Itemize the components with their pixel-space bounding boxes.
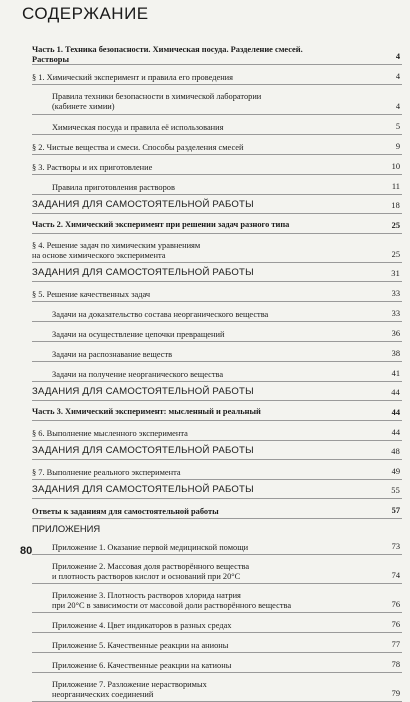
toc-entry — [32, 441, 402, 460]
toc-page-number: 41 — [391, 369, 400, 378]
toc-entry-text: ПРИЛОЖЕНИЯ — [32, 523, 101, 534]
toc-entry-text: § 5. Решение качественных задач — [32, 290, 151, 299]
toc-entry — [32, 382, 402, 401]
toc-entry-text: Задачи на получение неорганического вещества — [52, 370, 224, 379]
toc-page-number: 44 — [391, 408, 400, 417]
toc-entry-text: § 7. Выполнение реального эксперимента — [32, 468, 181, 477]
toc-entry — [32, 460, 402, 480]
toc-entry-text: § 2. Чистые вещества и смеси. Способы разделения смесей — [32, 143, 244, 152]
toc-entry-text: Часть 3. Химический эксперимент: мысленный и реальный — [32, 407, 261, 416]
toc-entry-text: § 1. Химический эксперимент и правила его проведения — [32, 73, 234, 82]
toc-entry-text: Приложение 4. Цвет индикаторов в разных средах — [52, 621, 232, 630]
toc-entry-text: Задачи на распознавание веществ — [52, 350, 173, 359]
toc-page-number: 44 — [391, 428, 400, 437]
toc-page-number: 44 — [391, 388, 400, 397]
toc-entry-text: ЗАДАНИЯ ДЛЯ САМОСТОЯТЕЛЬНОЙ РАБОТЫ — [32, 267, 254, 278]
toc-entry-text: Часть 2. Химический эксперимент при решении задач разного типа — [32, 220, 290, 229]
toc-page-number: 25 — [391, 250, 400, 259]
toc-entry — [32, 555, 402, 584]
toc-page-number: 33 — [391, 309, 400, 318]
toc-entry-text: ЗАДАНИЯ ДЛЯ САМОСТОЯТЕЛЬНОЙ РАБОТЫ — [32, 386, 254, 397]
toc-entry-text: ЗАДАНИЯ ДЛЯ САМОСТОЯТЕЛЬНОЙ РАБОТЫ — [32, 484, 254, 495]
toc-page-number: 55 — [391, 486, 400, 495]
toc-entry-text: на основе химического эксперимента — [32, 251, 166, 260]
toc-entry — [32, 322, 402, 342]
toc-page-number: 38 — [391, 349, 400, 358]
toc-entry — [32, 195, 402, 214]
toc-entry — [32, 362, 402, 382]
table-of-contents — [32, 45, 402, 702]
toc-entry-text: Часть 1. Техника безопасности. Химическая посуда. Разделение смесей. — [32, 45, 303, 54]
toc-entry — [32, 342, 402, 362]
toc-entry-text: Приложение 7. Разложение нерастворимых — [52, 680, 207, 689]
toc-entry — [32, 480, 402, 499]
toc-page-number: 73 — [391, 542, 400, 551]
toc-page-number: 9 — [395, 142, 400, 151]
toc-entry-text: Ответы к заданиям для самостоятельной работы — [32, 507, 219, 516]
toc-page-number: 36 — [391, 329, 400, 338]
toc-entry-text: неорганических соединений — [52, 690, 154, 699]
toc-entry-text: Задачи на осуществление цепочки превращений — [52, 330, 225, 339]
toc-page-number: 31 — [391, 269, 400, 278]
toc-page-number: 74 — [391, 571, 400, 580]
toc-entry — [32, 302, 402, 322]
page-number: 80 — [20, 545, 33, 557]
toc-page-number: 4 — [395, 52, 400, 61]
toc-page-number: 77 — [391, 640, 400, 649]
toc-entry — [32, 421, 402, 441]
toc-entry-text: Правила приготовления растворов — [52, 183, 175, 192]
toc-page-number: 78 — [391, 660, 400, 669]
toc-entry-text: Приложение 6. Качественные реакции на катионы — [52, 661, 232, 670]
toc-entry — [32, 282, 402, 302]
toc-entry-text: § 3. Растворы и их приготовление — [32, 163, 153, 172]
toc-entry — [32, 263, 402, 282]
toc-entry-text: при 20°С в зависимости от массовой доли растворённого вещества — [52, 601, 292, 610]
toc-entry — [32, 214, 402, 234]
toc-page-number: 57 — [391, 506, 400, 515]
toc-page-number: 76 — [391, 620, 400, 629]
toc-entry — [32, 155, 402, 175]
toc-entry — [32, 633, 402, 653]
toc-entry — [32, 584, 402, 613]
toc-entry-text: и плотность растворов кислот и оснований при 20°С — [52, 572, 241, 581]
page-title: СОДЕРЖАНИЕ — [22, 4, 149, 23]
toc-page-number: 79 — [391, 689, 400, 698]
toc-entry — [32, 175, 402, 195]
toc-entry-text: § 4. Решение задач по химическим уравнениям — [32, 241, 201, 250]
toc-page-number: 76 — [391, 600, 400, 609]
toc-entry — [32, 613, 402, 633]
toc-page-number: 49 — [391, 467, 400, 476]
toc-entry-text: ЗАДАНИЯ ДЛЯ САМОСТОЯТЕЛЬНОЙ РАБОТЫ — [32, 445, 254, 456]
toc-entry-text: Растворы — [32, 55, 69, 64]
toc-entry — [32, 85, 402, 115]
toc-entry — [32, 673, 402, 702]
toc-entry-text: Приложение 2. Массовая доля растворённого вещества — [52, 562, 250, 571]
toc-entry — [32, 115, 402, 135]
toc-page-number: 33 — [391, 289, 400, 298]
toc-entry — [32, 45, 402, 65]
toc-page-number: 4 — [395, 102, 400, 111]
toc-entry-text: Приложение 3. Плотность растворов хлорида натрия — [52, 591, 241, 600]
toc-page-number: 10 — [391, 162, 400, 171]
toc-entry-text: ЗАДАНИЯ ДЛЯ САМОСТОЯТЕЛЬНОЙ РАБОТЫ — [32, 199, 254, 210]
toc-entry-text: § 6. Выполнение мысленного эксперимента — [32, 429, 188, 438]
toc-entry — [32, 135, 402, 155]
toc-entry — [32, 234, 402, 263]
toc-entry — [32, 499, 402, 519]
toc-entry-text: Правила техники безопасности в химической лаборатории — [52, 92, 262, 101]
toc-entry-text: (кабинете химии) — [52, 102, 115, 111]
toc-entry — [32, 653, 402, 673]
toc-page-number: 4 — [395, 72, 400, 81]
toc-entry-text: Приложение 1. Оказание первой медицинской помощи — [52, 543, 249, 552]
toc-entry — [32, 401, 402, 421]
toc-page-number: 11 — [391, 182, 400, 191]
toc-page-number: 5 — [395, 122, 400, 131]
toc-entry-text: Приложение 5. Качественные реакции на анионы — [52, 641, 229, 650]
toc-entry-text: Химическая посуда и правила её использования — [52, 123, 224, 132]
toc-entry — [32, 519, 402, 535]
toc-entry-text: Задачи на доказательство состава неорганического вещества — [52, 310, 269, 319]
toc-entry — [32, 65, 402, 85]
toc-page-number: 18 — [391, 201, 400, 210]
toc-page-number: 48 — [391, 447, 400, 456]
toc-entry — [32, 535, 402, 555]
toc-page-number: 25 — [391, 221, 400, 230]
